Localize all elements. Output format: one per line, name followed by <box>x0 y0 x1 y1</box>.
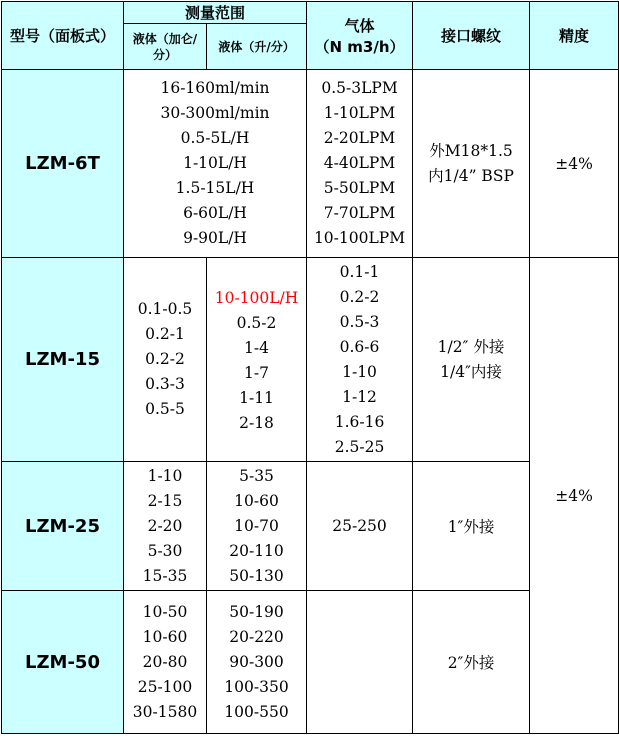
header-accuracy: 精度 <box>530 2 619 70</box>
range-value: 5-30 <box>147 541 183 560</box>
range-value: 2-20LPM <box>323 129 396 147</box>
range-value: 20-80 <box>142 652 188 671</box>
range-value: 0.5-5 <box>145 400 185 418</box>
range-value: 1.6-16 <box>334 412 385 431</box>
gas-range-cell <box>307 258 413 462</box>
range-value: 50-130 <box>229 566 284 585</box>
range-value: 1-7 <box>244 364 269 382</box>
model-cell: LZM-50 <box>2 591 124 734</box>
range-value: 1-12 <box>342 387 377 406</box>
range-value: 2.5-25 <box>334 437 385 456</box>
range-value: 0.2-2 <box>145 350 185 368</box>
range-value: 15-35 <box>142 566 188 585</box>
range-value: 4-40LPM <box>323 154 396 172</box>
range-value: 1-10 <box>147 466 183 485</box>
accuracy-cell-shared: ±4% <box>530 258 619 734</box>
range-value: 2-20 <box>147 516 183 535</box>
table-row <box>2 70 619 258</box>
thread-cell: 2″外接 <box>413 591 530 734</box>
range-value: 1-10LPM <box>323 104 396 122</box>
range-value: 20-220 <box>229 627 284 646</box>
spec-table <box>1 1 619 734</box>
header-gas-line1: 气体 <box>344 16 375 35</box>
range-value: 30-300ml/min <box>160 104 270 122</box>
model-cell: LZM-15 <box>2 258 124 462</box>
thread-cell <box>413 258 530 462</box>
liquid-gph-cell <box>124 591 207 734</box>
range-value: 6-60L/H <box>183 204 247 222</box>
header-gas <box>307 2 413 70</box>
thread-cell <box>413 70 530 258</box>
thread-value: 内1/4” BSP <box>428 166 514 185</box>
range-value: 0.5-2 <box>236 314 277 332</box>
range-value: 10-70 <box>234 516 279 535</box>
range-value: 0.2-1 <box>145 325 185 343</box>
accuracy-cell: ±4% <box>530 70 619 258</box>
thread-value: 外M18*1.5 <box>429 141 513 160</box>
range-value: 0.1-1 <box>339 262 380 281</box>
header-model: 型号（面板式） <box>2 2 124 70</box>
liquid-lpm-cell <box>207 462 307 591</box>
range-value: 1-11 <box>239 389 274 407</box>
range-value: 0.1-0.5 <box>137 300 193 318</box>
table-row <box>2 258 619 462</box>
range-value: 20-110 <box>229 541 284 560</box>
range-value: 0.2-2 <box>339 287 380 306</box>
liquid-lpm-cell <box>207 258 307 462</box>
liquid-lpm-cell <box>207 591 307 734</box>
range-value: 1-4 <box>244 339 269 357</box>
gas-range-cell <box>307 591 413 734</box>
range-value: 0.5-3LPM <box>321 79 398 97</box>
header-range: 测量范围 <box>124 2 307 24</box>
range-value: 90-300 <box>229 652 284 671</box>
range-value: 0.5-3 <box>339 312 380 331</box>
table-row <box>2 591 619 734</box>
range-value: 7-70LPM <box>323 204 396 222</box>
range-value: 100-550 <box>224 702 289 721</box>
header-liquid-gph: 液体（加仑/分） <box>124 24 207 70</box>
range-value: 10-50 <box>142 602 188 621</box>
range-value: 100-350 <box>224 677 289 696</box>
table-row <box>2 462 619 591</box>
range-value-highlight: 10-100L/H <box>214 289 299 307</box>
liquid-gph-cell <box>124 462 207 591</box>
range-value: 10-100LPM <box>313 229 406 247</box>
gas-range-cell <box>307 70 413 258</box>
range-value: 1.5-15L/H <box>175 179 255 197</box>
range-value: 5-50LPM <box>323 179 396 197</box>
model-cell: LZM-25 <box>2 462 124 591</box>
liquid-range-cell <box>124 70 307 258</box>
range-value: 2-15 <box>147 491 183 510</box>
range-value: 9-90L/H <box>183 229 247 247</box>
range-value: 5-35 <box>239 466 274 485</box>
gas-range-cell: 25-250 <box>307 462 413 591</box>
header-thread: 接口螺纹 <box>413 2 530 70</box>
range-value: 1-10L/H <box>183 154 247 172</box>
range-value: 0.3-3 <box>145 375 185 393</box>
range-value: 10-60 <box>142 627 188 646</box>
range-value: 25-100 <box>137 677 193 696</box>
thread-value: 1/4″内接 <box>440 362 502 381</box>
header-gas-line2: （N m3/h） <box>314 37 405 56</box>
range-value: 30-1580 <box>132 702 198 721</box>
liquid-gph-cell <box>124 258 207 462</box>
range-value: 0.5-5L/H <box>180 129 250 147</box>
header-liquid-lpm: 液体（升/分） <box>207 24 307 70</box>
range-value: 16-160ml/min <box>160 79 270 97</box>
range-value: 2-18 <box>239 414 274 432</box>
range-value: 0.6-6 <box>339 337 380 356</box>
range-value: 50-190 <box>229 602 284 621</box>
range-value: 10-60 <box>234 491 279 510</box>
range-value: 1-10 <box>342 362 377 381</box>
thread-cell: 1″外接 <box>413 462 530 591</box>
thread-value: 1/2″ 外接 <box>437 337 505 356</box>
model-cell: LZM-6T <box>2 70 124 258</box>
